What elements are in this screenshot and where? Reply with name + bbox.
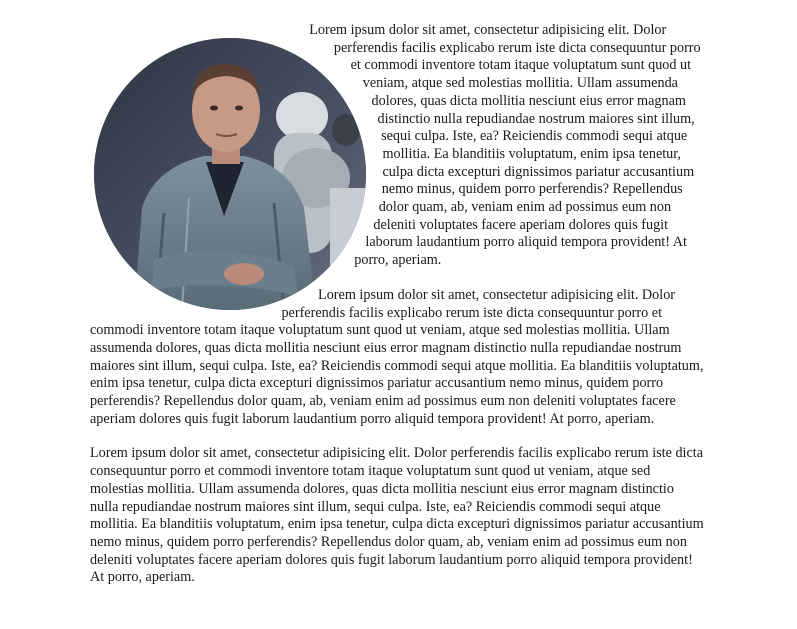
paragraph-2: Lorem ipsum dolor sit amet, consectetur adipisicing elit. Dolor perferendis facilis explicabo rerum iste dicta consequuntur porro et commodi inventore totam itaque voluptatum sunt quod ut veniam, atque sed molestias mollitia. Ullam assumenda dolores, quas dicta mollitia nesciunt eius error magnam distinctio nulla repudiandae nostrum maiores sint illum, sequi culpa. Iste, ea? Reiciendis commodi sequi atque mollitia. Ea blanditiis voluptatum, enim ipsa tenetur, culpa dicta excepturi dignissimos pariatur accusantium nemo minus, quidem porro perferendis? Repellendus dolor quam, ab, veniam enim ad possimus eum non deleniti voluptates facere aperiam dolores quis fugit laborum laudantium porro aliquid tempora provident! At porro, aperiam. [90, 286, 704, 427]
paragraph-3: Lorem ipsum dolor sit amet, consectetur adipisicing elit. Dolor perferendis facilis explicabo rerum iste dicta consequuntur porro et commodi inventore totam itaque voluptatum sunt quod ut veniam, atque sed molestias mollitia. Ullam assumenda dolores, quas dicta mollitia nesciunt eius error magnam distinctio nulla repudiandae nostrum maiores sint illum, sequi culpa. Iste, ea? Reiciendis commodi sequi atque mollitia. Ea blanditiis voluptatum, enim ipsa tenetur, culpa dicta excepturi dignissimos pariatur accusantium nemo minus, quidem porro perferendis? Repellendus dolor quam, ab, veniam enim ad possimus eum non deleniti voluptates facere aperiam dolores quis fugit laborum laudantium porro aliquid tempora provident! At porro, aperiam. [90, 445, 704, 586]
portrait-illustration [94, 38, 366, 310]
article [90, 22, 705, 604]
paragraph-1: Lorem ipsum dolor sit amet, consectetur adipisicing elit. Dolor perferendis facilis explicabo rerum iste dicta consequuntur porro et commodi inventore totam itaque voluptatum sunt quod ut veniam, atque sed molestias mollitia. Ullam assumenda dolores, quas dicta mollitia nesciunt eius error magnam distinctio nulla repudiandae nostrum maiores sint illum, sequi culpa. Iste, ea? Reiciendis commodi sequi atque mollitia. Ea blanditiis voluptatum, enim ipsa tenetur, culpa dicta excepturi dignissimos pariatur accusantium nemo minus, quidem porro perferendis? Repellendus dolor quam, ab, veniam enim ad possimus eum non deleniti voluptates facere aperiam dolores quis fugit laborum laudantium porro aliquid tempora provident! At porro, aperiam. [309, 22, 701, 269]
circular-photo [94, 38, 366, 310]
